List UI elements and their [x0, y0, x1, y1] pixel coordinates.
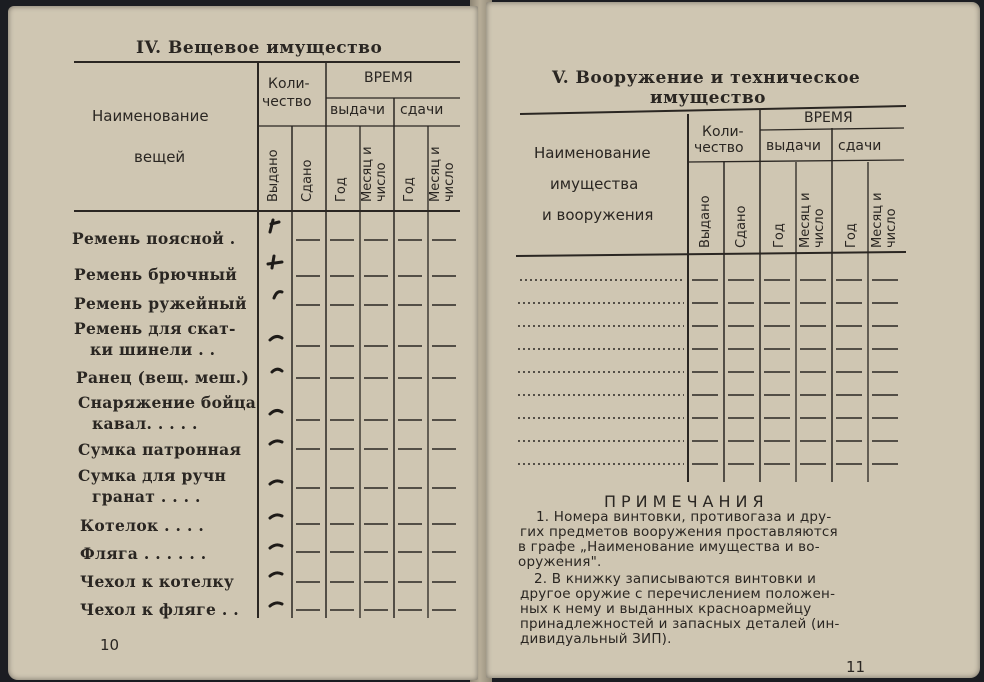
note-line-7: ных к нему и выданных красноармейцу [520, 601, 812, 617]
handwritten-marks [268, 220, 282, 606]
header-year-return: Год [402, 177, 417, 202]
w-header-year-issue: Год [772, 223, 787, 248]
w-header-qty-line1: Коли- [702, 124, 744, 140]
item-trouser-belt: Ремень брючный [74, 265, 238, 284]
w-header-name-line1: Наименование [534, 144, 651, 162]
note-line-9: дивидуальный ЗИП). [520, 631, 672, 647]
header-name-line1: Наименование [92, 107, 209, 125]
w-header-time: ВРЕМЯ [804, 110, 853, 126]
header-returned: Сдано [300, 159, 315, 202]
section-title-weapons-1: V. Вооружение и техническое [552, 68, 861, 88]
w-header-monthday1-issue: Месяц и [798, 192, 813, 248]
header-name-line2: вещей [134, 148, 186, 166]
note-line-1: 1. Номера винтовки, противогаза и дру- [536, 509, 832, 525]
header-monthday2-issue: число [374, 162, 389, 202]
header-return: сдачи [400, 102, 444, 118]
w-header-monthday1-return: Месяц и [870, 192, 885, 248]
w-header-return: сдачи [838, 138, 882, 154]
item-mess-tin-cover: Чехол к котелку [80, 572, 235, 591]
page-number-left: 10 [100, 636, 120, 654]
header-year-issue: Год [334, 177, 349, 202]
section-title-weapons-2: имущество [650, 88, 767, 108]
header-monthday1-return: Месяц и [428, 146, 443, 202]
page-number-right: 11 [846, 658, 866, 676]
note-line-6: другое оружие с перечислением положен- [520, 586, 836, 602]
w-header-returned: Сдано [734, 205, 749, 248]
item-flask-cover: Чехол к фляге . . [80, 600, 239, 619]
item-rifle-sling: Ремень ружейный [74, 294, 247, 313]
item-cavalry-gear-2: кавал. . . . . [92, 414, 198, 433]
w-header-monthday2-return: число [884, 208, 899, 248]
note-line-5: 2. В книжку записываются винтовки и [534, 571, 817, 587]
header-issue: выдачи [330, 102, 385, 118]
section-title-clothing: IV. Вещевое имущество [136, 38, 383, 58]
header-issued: Выдано [266, 149, 281, 202]
item-backpack: Ранец (вещ. меш.) [76, 368, 250, 387]
header-monthday2-return: число [442, 162, 457, 202]
w-header-year-return: Год [844, 223, 859, 248]
item-mess-tin: Котелок . . . . [80, 516, 205, 535]
note-line-4: оружения". [518, 554, 602, 570]
page-right [486, 2, 980, 678]
item-waist-belt: Ремень поясной . [72, 229, 236, 248]
item-grenade-bag-1: Сумка для ручн [78, 466, 227, 485]
header-qty-line1: Коли- [268, 76, 310, 92]
w-header-qty-line2: чество [694, 140, 744, 156]
item-roll-strap-1: Ремень для скат- [74, 319, 236, 338]
w-header-name-line2: имущества [550, 175, 639, 193]
notes-title: ПРИМЕЧАНИЯ [604, 492, 769, 511]
header-qty-line2: чество [262, 94, 312, 110]
note-line-2: гих предметов вооружения проставляются [520, 524, 838, 540]
item-cartridge-pouch: Сумка патронная [78, 440, 242, 459]
item-flask: Фляга . . . . . . [80, 544, 207, 563]
item-cavalry-gear-1: Снаряжение бойца [78, 393, 257, 412]
item-roll-strap-2: ки шинели . . [90, 340, 216, 359]
item-grenade-bag-2: гранат . . . . [92, 487, 201, 506]
note-line-3: в графе „Наименование имущества и во- [518, 539, 820, 555]
w-header-monthday2-issue: число [812, 208, 827, 248]
header-time: ВРЕМЯ [364, 70, 413, 86]
note-line-8: принадлежностей и запасных деталей (ин- [520, 616, 840, 632]
w-header-name-line3: и вооружения [542, 206, 654, 224]
header-monthday1-issue: Месяц и [360, 146, 375, 202]
w-header-issue: выдачи [766, 138, 821, 154]
page-left [8, 6, 478, 680]
w-header-issued: Выдано [698, 195, 713, 248]
